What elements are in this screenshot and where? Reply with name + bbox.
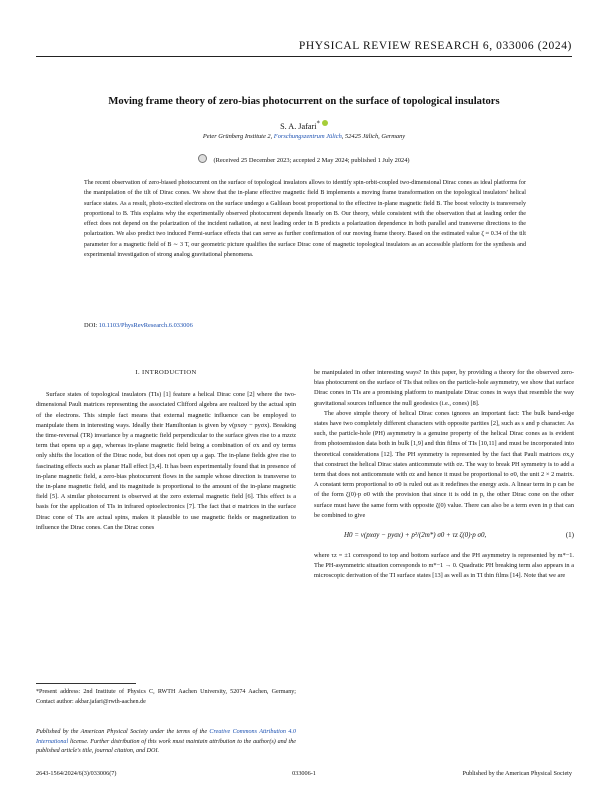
license-prefix: Published by the American Physical Society under the terms of the <box>36 729 208 735</box>
equation-number: (1) <box>565 531 574 540</box>
intro-paragraph-left: Surface states of topological insulators (TIs) [1] feature a helical Dirac cone [2] where the two-dimensional Pauli matrices representing the associated Clifford algebra are realized by the actual spin of the electrons. This simple fact means that external magnetic influence can be employed to manipulate them in interesting ways. Ideally their Hamiltonian is given by v(pxσy − pyσx). Breaking the time-reversal (TR) invariance by a magnetic field perpendicular to the surface gives rise to a mzσz term that opens up a gap, whereas in-plane magnetic field being a combination of σx and σy terms only shifts the location of the Dirac node, but does not open up a gap. The in-plane fields give rise to fascinating effects such as planar Hall effect [3,4]. It has been experimentally found that in presence of in-plane magnetic field, a zero-bias photocurrent flows in the sample whose direction is transverse to the in-plane magnetic field, and its magnitude is proportional to the amount of the in-plane magnetic field [5]. A similar photocurrent is observed at the zero external magnetic field [6]. This effect is a basis for the application of TIs in infrared optoelectronics [7]. The fact that σ matrices in the surface Dirac cone of TIs are actual spins, makes it plausible to use magnetic fields or magnetization to influence the Dirac cones. Can the Dirac cones <box>36 391 296 531</box>
right-column <box>314 368 574 582</box>
paper-title: Moving frame theory of zero-bias photocurrent on the surface of topological insulators <box>108 96 500 107</box>
orcid-icon[interactable] <box>322 120 328 126</box>
affiliation <box>36 133 572 140</box>
section-heading: I. INTRODUCTION <box>135 369 197 376</box>
license-notice <box>36 728 296 757</box>
intro-paragraph-right-3: where τz = ±1 correspond to top and bottom surface and the PH asymmetry is represented by m*−1. The PH-asymmetric situation corresponds to m*−1 → 0. Quadratic PH breaking term also appears in a microscopic derivation of the TI surface states [13] as well as in TI thin films [14]. Note that we are <box>314 552 574 580</box>
license-suffix: license. Further distribution of this work must maintain attribution to the author(s) and the published article's title, journal citation, and DOI. <box>36 738 296 755</box>
affiliation-prefix: Peter Grünberg Institute 2, <box>202 133 273 140</box>
footer-page-number: 033006-1 <box>292 770 316 777</box>
author-name: S. A. Jafari <box>280 122 317 131</box>
author-footnote-mark: * <box>316 120 320 128</box>
journal-header: PHYSICAL REVIEW RESEARCH 6, 033006 (2024) <box>298 40 572 52</box>
affiliation-link[interactable]: Forschungszentrum Jülich <box>273 133 342 140</box>
intro-paragraph-right-1: be manipulated in other interesting ways? In this paper, by providing a theory for the observed zero-bias photocurrent on the surface of TIs that relies on the particle-hole asymmetry, we show that surface Dirac cones in TIs are a promising platform to manipulate Dirac cones in ways that resemble the way gravitational sources influence the null geodesics (i.e., cones) [8]. <box>314 369 574 407</box>
footnote-rule <box>36 683 136 684</box>
equation-formula: H0 = v(pxσy − pyσx) + p²/(2m*) σ0 + τz ζ(0)·p σ0, <box>344 531 487 540</box>
affiliation-suffix: , 52425 Jülich, Germany <box>341 133 406 140</box>
abstract-text: The recent observation of zero-biased photocurrent on the surface of topological insulators allows to identify spin-orbit-coupled two-dimensional Dirac cones as ideal platforms for the manipulation of the tilt of Dirac cones. We show that the in-plane effective magnetic field B implements a moving frame transformation on the topological insulators' helical surface states. As a result, photo-excited electrons on the surface undergo a Galilean boost proportional to the effective in-plane magnetic field B. The boost velocity is transversely proportional to B. This explains why the experimentally observed photocurrent depends linearly on B. Our theory, while consistent with the observation that at leading order the effect does not depend on the polarization of the incident radiation, at next leading order in B predicts a polarization dependence in both parallel and transverse directions to the polarization. We also predict two induced Fermi-surface effects that can serve as further confirmation of our moving frame theory. Based on the estimated value ζ ≈ 0.34 of the tilt parameter for a magnetic field of B ∼ 3 T, our geometric picture qualifies the surface Dirac cone of magnetic topological insulators as an accessible platform for the synthesis and experimental investigation of strong analog gravitational phenomena. <box>84 180 526 259</box>
header-rule <box>36 56 572 57</box>
doi-link[interactable]: 10.1103/PhysRevResearch.6.033006 <box>98 322 193 329</box>
left-column <box>36 368 296 533</box>
license-link[interactable]: Creative Commons Attribution 4.0 International <box>36 729 296 745</box>
author-line <box>36 120 572 131</box>
publication-dates <box>36 154 572 164</box>
doi-label: DOI: <box>84 322 98 329</box>
dates-text: (Received 25 December 2023; accepted 2 May 2024; published 1 July 2024) <box>213 157 410 164</box>
footer-issn: 2643-1564/2024/6(3)/033006(7) <box>36 770 117 777</box>
footer-publisher: Published by the American Physical Society <box>462 770 572 777</box>
footnote <box>36 688 296 707</box>
footnote-text: *Present address: 2nd Institute of Physics C, RWTH Aachen University, 52074 Aachen, Germany; Contact author: akbar.jafari@rwth-aachen.de <box>36 689 296 705</box>
abstract <box>84 178 526 260</box>
check-for-updates-icon[interactable] <box>198 154 207 163</box>
doi-line <box>84 322 193 329</box>
equation-1 <box>314 525 574 547</box>
intro-paragraph-right-2: The above simple theory of helical Dirac cones ignores an important fact: The bulk band-edge states have two completely different characters with opposite parities [2], such as s and p character. As such, the particle-hole (PH) asymmetry is a genuine property of the helical Dirac cones as is evident from photoemission data both in bulk [1,9] and thin films of TIs [10,11] and must be incorporated into theoretical considerations [12]. The PH symmetry is represented by the fact that Pauli matrices σx,y that construct the helical Dirac states anticommute with σz. The way to break PH symmetry is to add a term that does not anticommute with σz and hence it must be proportional to σ0, the unit 2 × 2 matrix. A constant term proportional to σ0 is ruled out as it redefines the energy axis. A linear term in p can be of the form ζ(0)·p σ0 with the provision that since it is odd in p, the other Dirac cone on the other surface must have the same form with opposite ζ(0) value. There can also be a term even in p that can be combined to give <box>314 409 574 519</box>
